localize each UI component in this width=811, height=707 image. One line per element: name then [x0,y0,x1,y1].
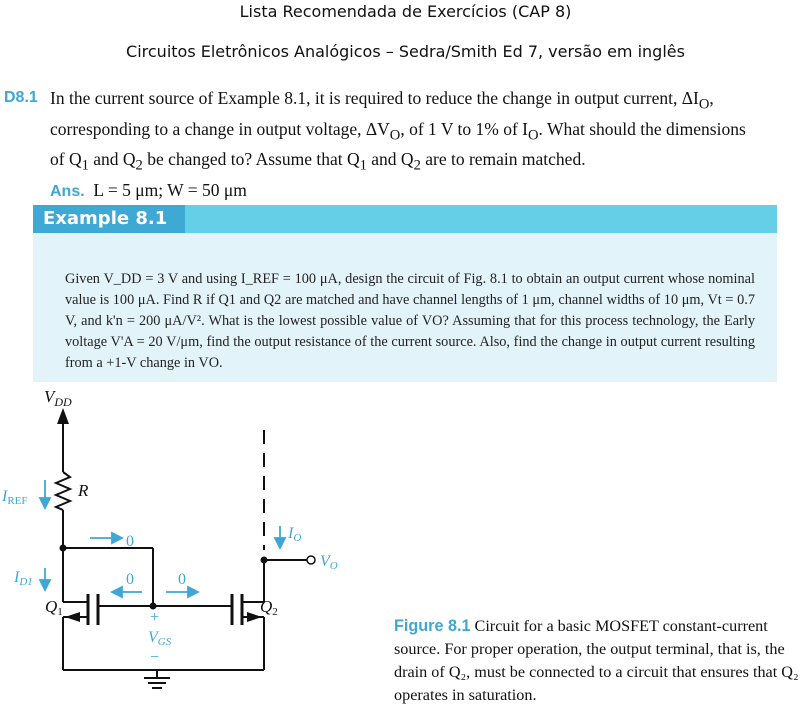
junction-dot-drain [261,557,268,564]
vo-terminal-icon [307,556,315,564]
q1-label: Q1 [45,597,63,618]
vgs-minus-label: − [150,649,160,666]
page-header-title: Lista Recomendada de Exercícios (CAP 8) [239,2,572,21]
problem-line-1-text: In the current source of Example 8.1, it is required to reduce the change in output current, ΔI [50,88,699,108]
t: of Q [50,149,82,169]
circuit-diagram [0,380,390,705]
subscript: O [698,96,710,113]
figure-caption [394,615,804,707]
id1-label: ID1 [14,569,33,588]
figure-caption-text: Circuit for a basic MOSFET constant-current source. For proper operation, the output terminal, that is, the drain of Q₂, must be connected to a circuit that ensures that Q₂ operates in saturation. [394,617,799,704]
io-arrow-icon [275,538,285,548]
example-title: Example 8.1 [33,205,185,233]
punct: , [709,88,714,108]
t: are to remain matched. [420,149,586,169]
zero-top-label: 0 [126,533,134,550]
vgs-label: VGS [148,629,172,648]
iref-arrow-icon [40,498,50,508]
problem-line-3 [50,147,810,178]
io-label: IO [288,525,302,544]
vdd-arrow-icon [57,408,69,424]
example-body: Given V_DD = 3 V and using I_REF = 100 μA, design the circuit of Fig. 8.1 to obtain an output current whose nominal value is 100 μA. Find R if Q1 and Q2 are matched and have channel lengths of 1 μm, channel widths of 10 μm, Vt = 0.7 V, and k'n = 200 μA/V². What is the lowest possible value of VO? Assuming that for this process technology, the Early voltage V'A = 20 V/μm, find the output resistance of the current source. Also, find the change in output current resulting from a +1-V change in VO. [65,271,755,371]
left-zero-arrow-icon [112,587,122,597]
q2-label: Q2 [260,597,278,618]
right-zero-arrow-icon [188,587,198,597]
id1-arrow-icon [40,580,50,590]
top-zero-arrow-icon [112,533,122,543]
subscript: 2 [135,157,143,174]
vo-label: VO [320,553,338,572]
subscript: 2 [413,157,421,174]
iref-label: IREF [2,488,28,507]
q1-source-arrow-icon [65,612,80,622]
problem-line-1 [50,86,810,117]
t: be changed to? Assume that Q [142,149,360,169]
zero-right-label: 0 [178,571,186,588]
problem-line-2-end: . What should the dimensions [538,118,746,139]
subscript: O [389,127,401,143]
answer-label: Ans. [50,182,85,200]
problem-number: D8.1 [4,89,38,106]
page-header-subtitle: Circuitos Eletrônicos Analógicos – Sedra/Smith Ed 7, versão em inglês [126,42,685,61]
resistor-label: R [78,481,89,500]
subscript: 1 [359,157,367,174]
subscript: O [528,127,539,143]
vgs-plus-label: + [150,609,160,626]
t: and Q [366,149,414,169]
vdd-label: $V_{DD}$ [44,387,72,409]
junction-dot-top [60,545,67,552]
problem-line-2-text: corresponding to a change in output voltage, ΔV [50,118,390,139]
problem-line-2-mid: , of 1 V to 1% of I [400,118,528,139]
t: and Q [88,149,136,169]
problem-text [50,86,810,204]
subscript: 1 [81,157,89,174]
figure-label: Figure 8.1 [394,617,471,635]
problem-line-2 [50,117,810,148]
zero-left-label: 0 [126,571,134,588]
problem-answer [50,178,810,204]
answer-text: L = 5 μm; W = 50 μm [93,179,247,200]
example-box [33,205,777,382]
resistor-r [56,472,70,510]
